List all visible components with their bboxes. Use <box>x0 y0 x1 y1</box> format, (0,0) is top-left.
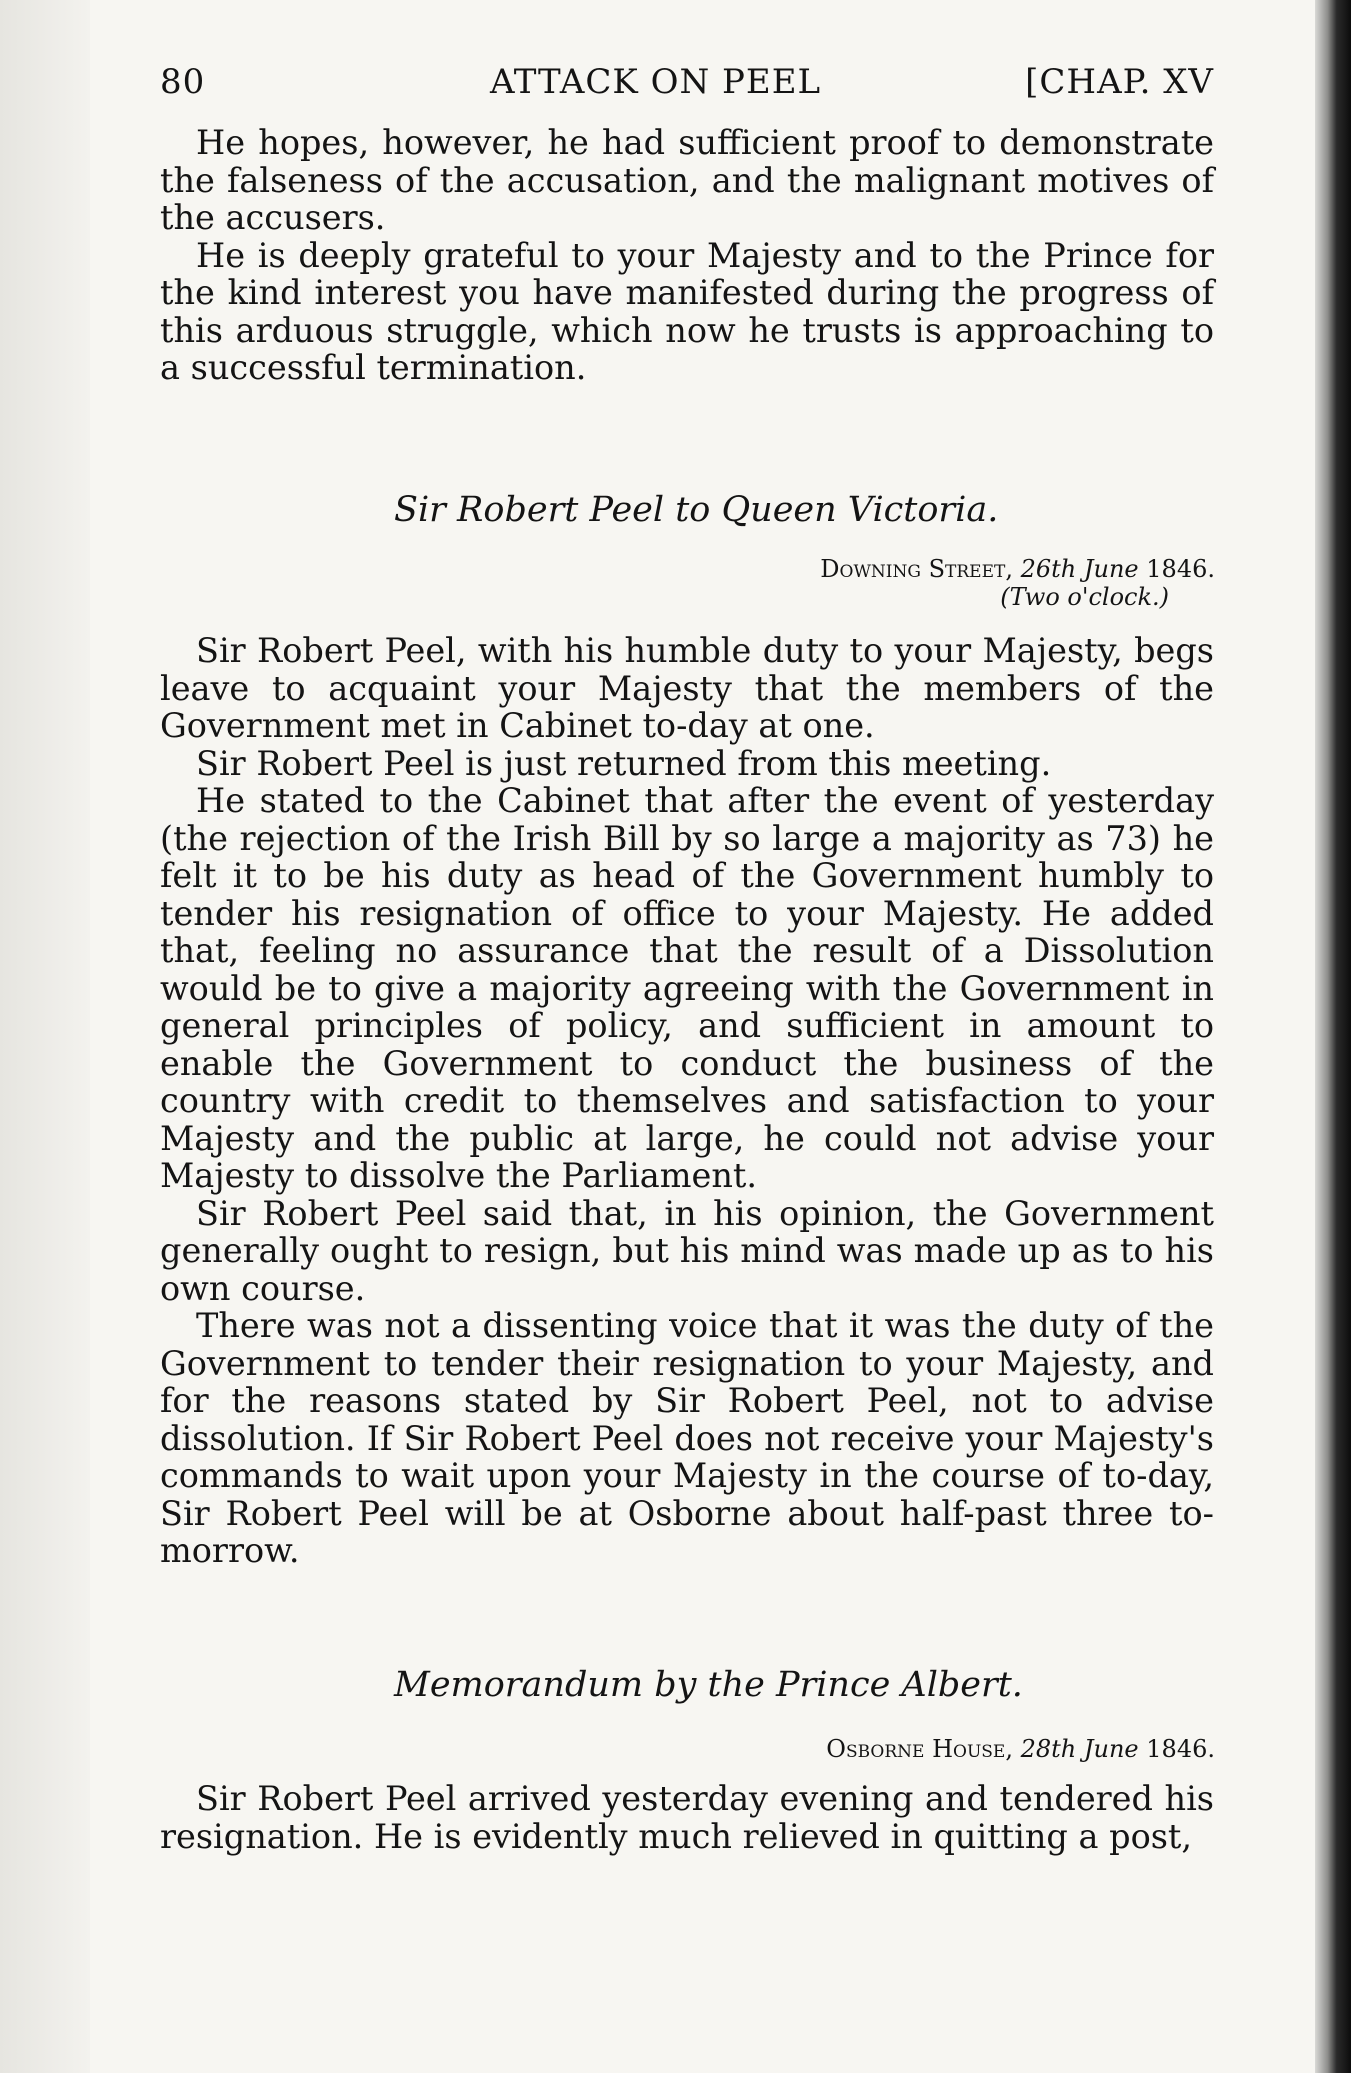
page-number: 80 <box>160 62 206 102</box>
dateline-month: June <box>1083 555 1139 583</box>
memorandum-heading: Memorandum by the Prince Albert. <box>394 1665 1023 1705</box>
dateline-day: 26th <box>1020 555 1077 583</box>
running-title: ATTACK ON PEEL <box>490 62 822 102</box>
letter-dateline <box>820 555 1215 611</box>
dateline-year: 1846. <box>1146 555 1215 583</box>
continued-letter-text <box>160 124 1214 387</box>
letter-heading: Sir Robert Peel to Queen Victoria. <box>394 490 999 530</box>
paragraph: He is deeply grateful to your Majesty and to the Prince for the kind interest you have manifested during the progress of this arduous struggle, which now he trusts is approaching to a successful termination. <box>160 235 1214 387</box>
running-header <box>160 62 1214 106</box>
paragraph: He stated to the Cabinet that after the event of yesterday (the rejection of the Irish Bill by so large a majority as 73) he felt it to be his duty as head of the Government humbly to tender his resignation of office to your Majesty. He added that, feeling no assurance that the result of a Dissolution would be to give a majority agreeing with the Government in general principles of policy, and sufficient in amount to enable the Government to conduct the business of the country with credit to themselves and satisfaction to your Majesty and the public at large, he could not advise your Majesty to dissolve the Parliament. <box>160 781 1214 1195</box>
paragraph: Sir Robert Peel arrived yesterday evening and tendered his resignation. He is evidently much relieved in quitting a post, <box>160 1779 1214 1856</box>
paragraph: There was not a dissenting voice that it was the duty of the Government to tender their resignation to your Majesty, and for the reasons stated by Sir Robert Peel, not to advise dissolution. If Sir Robert Peel does not receive your Majesty's commands to wait upon your Majesty in the course of to-day, Sir Robert Peel will be at Osborne about half-past three to-morrow. <box>160 1306 1214 1570</box>
dateline-place: Osborne House, <box>826 1735 1013 1763</box>
dateline-year: 1846. <box>1146 1735 1215 1763</box>
paragraph: Sir Robert Peel said that, in his opinion, the Government generally ought to resign, but his mind was made up as to his own course. <box>160 1193 1214 1308</box>
dateline-place: Downing Street, <box>820 555 1013 583</box>
page-left-margin-shadow <box>0 0 90 2073</box>
paragraph: Sir Robert Peel, with his humble duty to your Majesty, begs leave to acquaint your Majesty that the members of the Government met in Cabinet to-day at one. <box>160 631 1214 745</box>
letter-body <box>160 632 1214 1570</box>
memorandum-body <box>160 1780 1214 1855</box>
page-binding-edge <box>1315 0 1351 2073</box>
paragraph: He hopes, however, he had sufficient proof to demonstrate the falseness of the accusation, and the malignant motives of the accusers. <box>160 123 1214 237</box>
memorandum-dateline <box>826 1735 1215 1763</box>
paragraph: Sir Robert Peel is just returned from this meeting. <box>196 743 1052 783</box>
dateline-time: (Two o'clock.) <box>1000 583 1169 611</box>
chapter-marker: [CHAP. XV <box>1025 62 1214 102</box>
dateline-month: June <box>1083 1735 1139 1763</box>
dateline-day: 28th <box>1020 1735 1077 1763</box>
